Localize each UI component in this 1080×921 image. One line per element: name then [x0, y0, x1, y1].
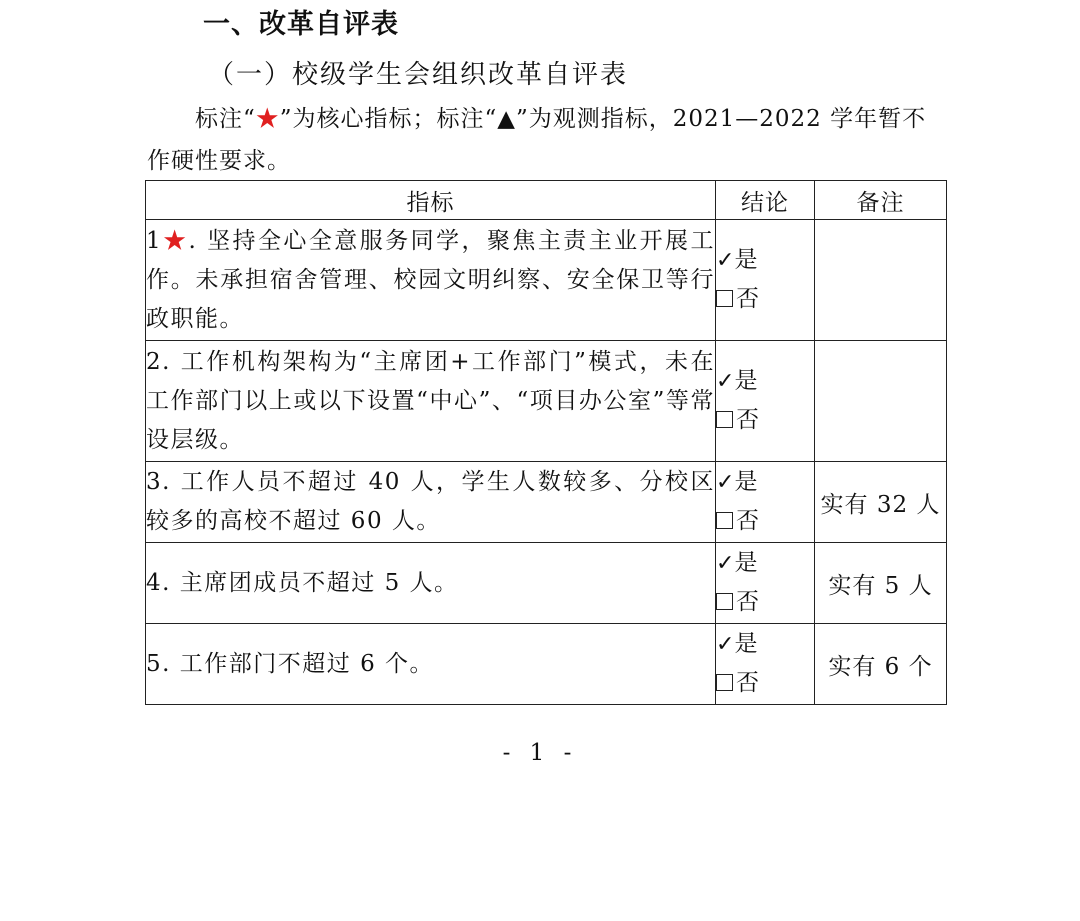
- indicator-cell: [146, 220, 716, 341]
- indicator-text: . 工作机构架构为“主席团+工作部门”模式，未在工作部门以上或以下设置“中心”、“项目办公室”等常设层级。: [146, 348, 715, 453]
- indicator-number: 5: [146, 650, 163, 677]
- table-row: [146, 462, 947, 543]
- option-no[interactable]: [716, 664, 814, 703]
- remark-cell: 实有 32 人: [815, 462, 947, 543]
- option-no-label: 否: [736, 286, 759, 312]
- option-yes[interactable]: [716, 463, 814, 502]
- self-evaluation-table: [145, 180, 947, 705]
- indicator-number: 3: [146, 469, 163, 495]
- option-no[interactable]: [716, 583, 814, 622]
- table-row: [146, 543, 947, 624]
- remark-cell: [815, 220, 947, 341]
- option-no-label: 否: [736, 407, 759, 433]
- section-heading: 一、改革自评表: [203, 9, 399, 40]
- check-icon: ✓: [716, 470, 735, 495]
- conclusion-cell: [716, 624, 815, 705]
- table-row: [146, 341, 947, 462]
- indicator-number: 4: [146, 569, 163, 596]
- option-yes-label: 是: [734, 368, 758, 394]
- check-icon: ✓: [716, 632, 735, 657]
- checkbox-empty-icon[interactable]: [716, 674, 733, 691]
- option-yes[interactable]: [716, 241, 814, 280]
- indicator-cell: [146, 341, 716, 462]
- option-no[interactable]: [716, 502, 814, 541]
- star-icon: ★: [255, 106, 280, 132]
- remark-cell: 实有 5 人: [815, 543, 947, 624]
- note-text-end: ”为核心指标；标注“▲”为观测指标，2021—2022 学年暂不作硬性要求。: [147, 106, 927, 174]
- option-yes-label: 是: [734, 247, 758, 273]
- star-icon: ★: [162, 227, 189, 254]
- conclusion-cell: [716, 341, 815, 462]
- checkbox-empty-icon[interactable]: [716, 290, 733, 307]
- option-yes-label: 是: [734, 631, 758, 657]
- remark-cell: [815, 341, 947, 462]
- indicator-cell: [146, 543, 716, 624]
- conclusion-cell: [716, 462, 815, 543]
- remark-cell: 实有 6 个: [815, 624, 947, 705]
- table-row: [146, 220, 947, 341]
- header-remark: 备注: [815, 181, 947, 220]
- option-no-label: 否: [736, 508, 759, 534]
- conclusion-cell: [716, 220, 815, 341]
- indicator-text: . 坚持全心全意服务同学，聚焦主责主业开展工作。未承担宿舍管理、校园文明纠察、安全保卫等行政职能。: [146, 227, 716, 332]
- indicator-text: . 工作部门不超过 6 个。: [162, 650, 435, 677]
- subsection-heading: （一）校级学生会组织改革自评表: [208, 60, 629, 90]
- option-no[interactable]: [716, 280, 814, 319]
- option-no-label: 否: [736, 589, 759, 615]
- indicator-cell: [146, 624, 716, 705]
- option-yes[interactable]: [716, 362, 814, 401]
- table-row: [146, 624, 947, 705]
- check-icon: ✓: [716, 551, 735, 576]
- indicator-number: 1: [146, 227, 163, 254]
- legend-note: [147, 98, 947, 182]
- page-number: - 1 -: [502, 740, 578, 766]
- option-no[interactable]: [716, 401, 814, 440]
- option-yes[interactable]: [716, 625, 814, 664]
- option-yes[interactable]: [716, 544, 814, 583]
- option-yes-label: 是: [734, 469, 758, 495]
- conclusion-cell: [716, 543, 815, 624]
- check-icon: ✓: [716, 248, 735, 273]
- option-yes-label: 是: [734, 550, 758, 576]
- table-header-row: [146, 181, 947, 220]
- option-no-label: 否: [736, 670, 759, 696]
- indicator-text: . 工作人员不超过 40 人，学生人数较多、分校区较多的高校不超过 60 人。: [146, 469, 715, 534]
- indicator-text: . 主席团成员不超过 5 人。: [162, 569, 459, 596]
- checkbox-empty-icon[interactable]: [716, 593, 733, 610]
- checkbox-empty-icon[interactable]: [716, 411, 733, 428]
- indicator-number: 2: [146, 348, 163, 375]
- header-indicator: 指标: [146, 181, 716, 220]
- check-icon: ✓: [716, 369, 735, 394]
- checkbox-empty-icon[interactable]: [716, 512, 733, 529]
- note-text-start: 标注“: [195, 106, 256, 132]
- header-conclusion: 结论: [716, 181, 815, 220]
- indicator-cell: [146, 462, 716, 543]
